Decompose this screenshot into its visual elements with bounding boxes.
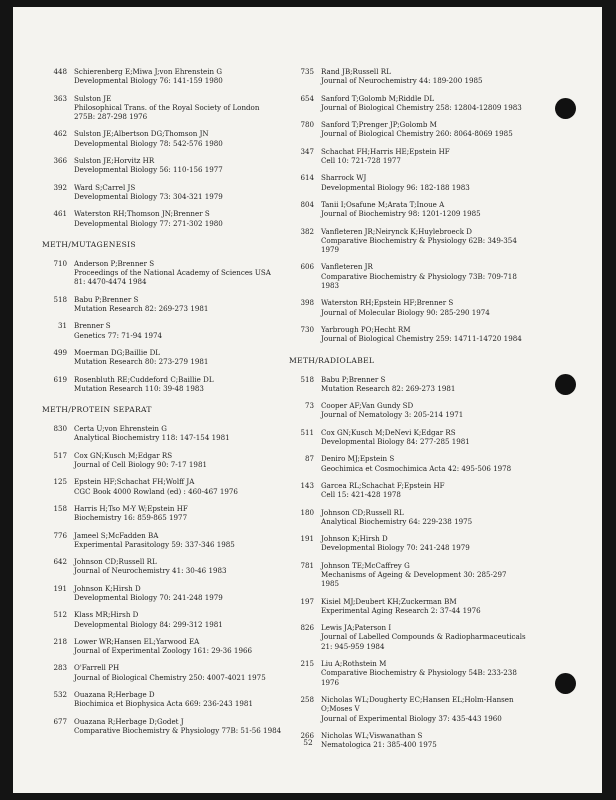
reference-number: 347 bbox=[300, 146, 314, 156]
reference-authors: Yarbrough PO;Hecht RM bbox=[321, 324, 411, 334]
reference-citation: Journal of Neurochemistry 41: 30-46 1983 bbox=[74, 566, 227, 576]
reference-number: 781 bbox=[300, 560, 314, 570]
reference-number: 642 bbox=[53, 557, 67, 567]
reference-entry bbox=[289, 147, 551, 166]
reference-citation: Developmental Biology 77: 271-302 1980 bbox=[74, 218, 223, 228]
reference-citation: 1983 bbox=[321, 281, 340, 291]
binder-hole-top bbox=[555, 98, 576, 119]
reference-number: 448 bbox=[53, 67, 67, 76]
reference-citation: Journal of Molecular Biology 90: 285-290 1974 bbox=[321, 307, 490, 317]
reference-authors: Certa U;von Ehrenstein G bbox=[74, 424, 167, 434]
reference-citation: Journal of Biological Chemistry 250: 4007-4021 1975 bbox=[74, 672, 266, 682]
reference-authors: O'Farrell PH bbox=[74, 663, 120, 673]
reference-entry bbox=[42, 183, 304, 202]
reference-entry bbox=[289, 454, 551, 473]
reference-authors: Kisiel MJ;Deubert KH;Zuckerman BM bbox=[321, 596, 457, 606]
reference-number: 215 bbox=[300, 659, 314, 669]
reference-authors: Ouazana R;Herbage D bbox=[74, 690, 155, 700]
reference-number: 776 bbox=[53, 530, 67, 540]
reference-entry bbox=[42, 610, 304, 629]
reference-number: 619 bbox=[53, 374, 67, 384]
reference-entry bbox=[289, 623, 551, 651]
reference-entry bbox=[289, 227, 551, 255]
reference-citation: Geochimica et Cosmochimica Acta 42: 495-506 1978 bbox=[321, 463, 512, 473]
reference-entry bbox=[289, 325, 551, 344]
reference-citation: Proceedings of the National Academy of Sciences USA bbox=[74, 268, 271, 278]
reference-citation: 1985 bbox=[321, 579, 340, 589]
reference-citation: Cell 15: 421-428 1978 bbox=[321, 490, 401, 500]
reference-number: 197 bbox=[300, 596, 314, 606]
reference-entry bbox=[42, 259, 304, 287]
reference-number: 710 bbox=[53, 258, 67, 268]
reference-entry bbox=[289, 659, 551, 687]
reference-authors: Rosenbluth RE;Cuddeford C;Baillie DL bbox=[74, 374, 214, 384]
reference-entry bbox=[42, 531, 304, 550]
reference-authors: Nicholas WL;Viswanathan S bbox=[321, 730, 423, 740]
reference-citation: Comparative Biochemistry & Physiology 54B: 233-238 bbox=[321, 668, 517, 678]
reference-number: 511 bbox=[300, 427, 314, 437]
reference-authors: Garcea RL;Schachat F;Epstein HF bbox=[321, 480, 445, 490]
binder-hole-middle bbox=[555, 374, 576, 395]
reference-entry bbox=[289, 67, 551, 86]
reference-citation: Analytical Biochemistry 118: 147-154 1981 bbox=[74, 433, 230, 443]
reference-number: 125 bbox=[53, 477, 67, 487]
reference-entry bbox=[289, 508, 551, 527]
reference-citation: Developmental Biology 78: 542-576 1980 bbox=[74, 138, 223, 148]
reference-authors: Waterston RH;Thomson JN;Brenner S bbox=[74, 209, 210, 219]
reference-number: 143 bbox=[300, 480, 314, 490]
reference-authors: Johnson K;Hirsh D bbox=[74, 583, 141, 593]
reference-number: 606 bbox=[300, 262, 314, 272]
reference-citation: Mutation Research 82: 269-273 1981 bbox=[321, 383, 456, 393]
reference-number: 392 bbox=[53, 182, 67, 192]
reference-entry bbox=[289, 120, 551, 139]
reference-entry bbox=[42, 424, 304, 443]
reference-authors: Sulston JE bbox=[74, 93, 112, 103]
reference-number: 654 bbox=[300, 93, 314, 103]
reference-citation: 1979 bbox=[321, 245, 340, 255]
reference-authors: Vanfleteren JR;Neirynck K;Huylebroeck D bbox=[321, 226, 472, 236]
reference-number: 677 bbox=[53, 716, 67, 726]
binder-hole-bottom bbox=[555, 673, 576, 694]
reference-entry bbox=[42, 663, 304, 682]
reference-authors: Lower WR;Hansen EL;Yarwood EA bbox=[74, 636, 200, 646]
reference-citation: Developmental Biology 84: 299-312 1981 bbox=[74, 619, 223, 629]
reference-citation: Comparative Biochemistry & Physiology 73B: 709-718 bbox=[321, 271, 517, 281]
reference-number: 518 bbox=[53, 294, 67, 304]
reference-authors: Johnson TE;McCaffrey G bbox=[321, 560, 410, 570]
reference-citation: Biochemistry 16: 859-865 1977 bbox=[74, 513, 188, 523]
reference-authors: Anderson P;Brenner S bbox=[74, 258, 155, 268]
reference-citation: Genetics 77: 71-94 1974 bbox=[74, 330, 163, 340]
reference-entry bbox=[42, 295, 304, 314]
reference-authors: Rand JB;Russell RL bbox=[321, 67, 391, 76]
left-column bbox=[42, 67, 304, 743]
reference-number: 804 bbox=[300, 199, 314, 209]
reference-authors: Johnson CD;Russell RL bbox=[321, 507, 404, 517]
reference-citation: Comparative Biochemistry & Physiology 62B: 349-354 bbox=[321, 235, 517, 245]
reference-entry bbox=[42, 129, 304, 148]
reference-citation: Mechanisms of Ageing & Development 30: 285-297 bbox=[321, 569, 507, 579]
reference-citation: Journal of Biological Chemistry 258: 12804-12809 1983 bbox=[321, 102, 522, 112]
reference-authors: Liu A;Rothstein M bbox=[321, 659, 387, 669]
reference-entry bbox=[42, 375, 304, 394]
right-column bbox=[289, 67, 551, 757]
reference-entry bbox=[42, 67, 304, 86]
reference-number: 73 bbox=[304, 401, 314, 411]
reference-entry bbox=[289, 298, 551, 317]
reference-number: 266 bbox=[300, 730, 314, 740]
reference-citation: Developmental Biology 73: 304-321 1979 bbox=[74, 191, 223, 201]
reference-authors: Vanfleteren JR bbox=[321, 262, 373, 272]
reference-number: 730 bbox=[300, 324, 314, 334]
reference-number: 191 bbox=[300, 534, 314, 544]
reference-number: 826 bbox=[300, 623, 314, 633]
reference-citation: Cell 10: 721-728 1977 bbox=[321, 156, 401, 166]
reference-number: 218 bbox=[53, 636, 67, 646]
reference-entry bbox=[289, 481, 551, 500]
reference-number: 461 bbox=[53, 209, 67, 219]
reference-citation: Developmental Biology 96: 182-188 1983 bbox=[321, 182, 470, 192]
reference-citation: 81: 4470-4474 1984 bbox=[74, 277, 147, 287]
reference-citation: Developmental Biology 70: 241-248 1979 bbox=[74, 592, 223, 602]
reference-number: 499 bbox=[53, 347, 67, 357]
reference-citation: Developmental Biology 76: 141-159 1980 bbox=[74, 76, 223, 86]
reference-citation: Experimental Aging Research 2: 37-44 1976 bbox=[321, 605, 481, 615]
reference-citation: Journal of Experimental Biology 37: 435-443 1960 bbox=[321, 713, 502, 723]
reference-citation: Journal of Biological Chemistry 259: 14711-14720 1984 bbox=[321, 334, 522, 344]
reference-authors: Johnson K;Hirsh D bbox=[321, 534, 388, 544]
reference-entry bbox=[42, 477, 304, 496]
reference-citation: Journal of Neurochemistry 44: 189-200 1985 bbox=[321, 76, 483, 86]
reference-authors: Epstein HF;Schachat FH;Wolff JA bbox=[74, 477, 195, 487]
reference-authors: Sharrock WJ bbox=[321, 173, 367, 183]
reference-number: 462 bbox=[53, 129, 67, 139]
reference-citation: 275B: 287-298 1976 bbox=[74, 112, 148, 122]
reference-number: 283 bbox=[53, 663, 67, 673]
reference-citation: Comparative Biochemistry & Physiology 77B: 51-56 1984 bbox=[74, 725, 282, 735]
reference-citation: O;Moses V bbox=[321, 704, 360, 714]
reference-number: 382 bbox=[300, 226, 314, 236]
reference-authors: Klass MR;Hirsh D bbox=[74, 610, 139, 620]
reference-citation: Journal of Cell Biology 90: 7-17 1981 bbox=[74, 460, 207, 470]
reference-authors: Brenner S bbox=[74, 321, 111, 331]
reference-authors: Lewis JA;Paterson I bbox=[321, 623, 392, 633]
reference-authors: Tanii I;Osafune M;Arata T;Inoue A bbox=[321, 199, 445, 209]
reference-citation: Nematologica 21: 385-400 1975 bbox=[321, 740, 437, 750]
reference-authors: Ouazana R;Herbage D;Godet J bbox=[74, 716, 184, 726]
reference-entry bbox=[289, 695, 551, 723]
reference-citation: CGC Book 4000 Rowland (ed) : 460-467 1976 bbox=[74, 486, 238, 496]
reference-number: 31 bbox=[57, 321, 67, 331]
reference-entry bbox=[289, 561, 551, 589]
reference-number: 398 bbox=[300, 298, 314, 308]
reference-entry bbox=[42, 637, 304, 656]
reference-authors: Babu P;Brenner S bbox=[321, 374, 386, 384]
reference-number: 830 bbox=[53, 424, 67, 434]
reference-citation: Mutation Research 82: 269-273 1981 bbox=[74, 304, 209, 314]
reference-entry bbox=[289, 401, 551, 420]
reference-number: 180 bbox=[300, 507, 314, 517]
reference-entry bbox=[42, 94, 304, 122]
reference-authors: Waterston RH;Epstein HF;Brenner S bbox=[321, 298, 454, 308]
reference-citation: Developmental Biology 84: 277-285 1981 bbox=[321, 437, 470, 447]
reference-authors: Schierenberg E;Miwa J;von Ehrenstein G bbox=[74, 67, 223, 76]
reference-entry bbox=[42, 209, 304, 228]
reference-number: 512 bbox=[53, 610, 67, 620]
reference-number: 532 bbox=[53, 690, 67, 700]
reference-citation: Journal of Experimental Zoology 161: 29-36 1966 bbox=[74, 646, 252, 656]
reference-entry bbox=[289, 200, 551, 219]
reference-citation: Developmental Biology 70: 241-248 1979 bbox=[321, 543, 470, 553]
reference-authors: Sanford T;Golomb M;Riddle DL bbox=[321, 93, 435, 103]
reference-entry bbox=[42, 156, 304, 175]
reference-number: 87 bbox=[304, 454, 314, 464]
reference-entry bbox=[289, 428, 551, 447]
reference-citation: 21: 945-959 1984 bbox=[321, 641, 385, 651]
reference-entry bbox=[289, 375, 551, 394]
reference-citation: Experimental Parasitology 59: 337-346 1985 bbox=[74, 539, 235, 549]
reference-authors: Cox GN;Kusch M;Edgar RS bbox=[74, 450, 173, 460]
reference-entry bbox=[289, 94, 551, 113]
reference-entry bbox=[42, 504, 304, 523]
reference-authors: Deniro MJ;Epstein S bbox=[321, 454, 395, 464]
reference-number: 366 bbox=[53, 156, 67, 166]
reference-number: 363 bbox=[53, 93, 67, 103]
reference-authors: Sulston JE;Horvitz HR bbox=[74, 156, 155, 166]
reference-citation: Mutation Research 80: 273-279 1981 bbox=[74, 357, 209, 367]
reference-entry bbox=[42, 451, 304, 470]
reference-citation: Journal of Labelled Compounds & Radiopharmaceuticals bbox=[321, 632, 526, 642]
reference-citation: Biochimica et Biophysica Acta 669: 236-243 1981 bbox=[74, 699, 253, 709]
reference-authors: Cox GN;Kusch M;DeNevi K;Edgar RS bbox=[321, 427, 456, 437]
reference-authors: Harris H;Tso M-Y W;Epstein HF bbox=[74, 503, 188, 513]
reference-entry bbox=[42, 690, 304, 709]
reference-citation: Philosophical Trans. of the Royal Society of London bbox=[74, 102, 260, 112]
reference-citation: Journal of Biological Chemistry 260: 8064-8069 1985 bbox=[321, 129, 513, 139]
reference-entry bbox=[289, 534, 551, 553]
reference-entry bbox=[42, 557, 304, 576]
reference-citation: Journal of Nematology 3: 205-214 1971 bbox=[321, 410, 464, 420]
reference-entry bbox=[42, 321, 304, 340]
reference-authors: Ward S;Carrel JS bbox=[74, 182, 136, 192]
reference-number: 518 bbox=[300, 374, 314, 384]
reference-entry bbox=[289, 597, 551, 616]
reference-citation: Journal of Biochemistry 98: 1201-1209 1985 bbox=[321, 209, 481, 219]
reference-authors: Cooper AF;Van Gundy SD bbox=[321, 401, 414, 411]
reference-authors: Babu P;Brenner S bbox=[74, 294, 139, 304]
reference-authors: Sulston JE;Albertson DG;Thomson JN bbox=[74, 129, 209, 139]
reference-entry bbox=[42, 717, 304, 736]
section-heading: METH/MUTAGENESIS bbox=[42, 239, 136, 249]
reference-number: 517 bbox=[53, 450, 67, 460]
reference-citation: Analytical Biochemistry 64: 229-238 1975 bbox=[321, 516, 473, 526]
reference-citation: 1976 bbox=[321, 677, 340, 687]
reference-authors: Moerman DG;Baillie DL bbox=[74, 347, 161, 357]
reference-entry bbox=[42, 584, 304, 603]
page-number: 52 bbox=[303, 738, 313, 747]
section-heading: METH/PROTEIN SEPARAT bbox=[42, 405, 152, 415]
reference-authors: Nicholas WL;Dougherty EC;Hansen EL;Holm-Hansen bbox=[321, 694, 514, 704]
reference-number: 158 bbox=[53, 503, 67, 513]
reference-number: 258 bbox=[300, 694, 314, 704]
section-heading: METH/RADIOLABEL bbox=[289, 355, 375, 365]
reference-number: 614 bbox=[300, 173, 314, 183]
reference-authors: Jameel S;McFadden BA bbox=[74, 530, 159, 540]
reference-entry bbox=[289, 173, 551, 192]
reference-number: 191 bbox=[53, 583, 67, 593]
reference-authors: Sanford T;Prenger JP;Golomb M bbox=[321, 120, 437, 130]
reference-authors: Schachat FH;Harris HE;Epstein HF bbox=[321, 146, 450, 156]
reference-number: 735 bbox=[300, 67, 314, 76]
reference-entry bbox=[289, 262, 551, 290]
reference-number: 780 bbox=[300, 120, 314, 130]
reference-authors: Johnson CD;Russell RL bbox=[74, 557, 157, 567]
reference-entry bbox=[42, 348, 304, 367]
reference-citation: Mutation Research 110: 39-48 1983 bbox=[74, 383, 204, 393]
reference-citation: Developmental Biology 56: 110-156 1977 bbox=[74, 165, 223, 175]
